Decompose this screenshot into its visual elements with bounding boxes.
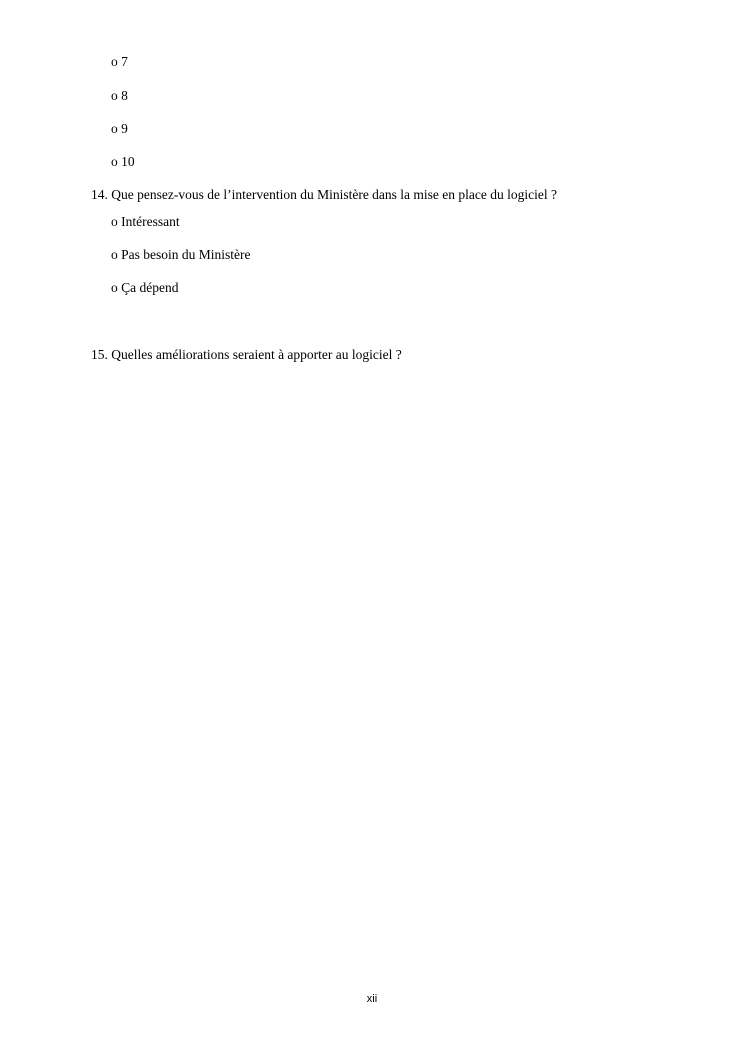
question-14-option-ca-depend: o Ça dépend xyxy=(111,280,179,295)
option-8: o 8 xyxy=(111,88,128,103)
question-14-option-interessant: o Intéressant xyxy=(111,214,180,229)
option-10: o 10 xyxy=(111,154,135,169)
option-7: o 7 xyxy=(111,54,128,69)
question-15: 15. Quelles améliorations seraient à apporter au logiciel ? xyxy=(91,347,402,362)
option-9: o 9 xyxy=(111,121,128,136)
page-number: xii xyxy=(366,993,378,1005)
question-14: 14. Que pensez-vous de l’intervention du Ministère dans la mise en place du logiciel ? xyxy=(91,187,557,202)
question-14-option-pas-besoin: o Pas besoin du Ministère xyxy=(111,247,251,262)
